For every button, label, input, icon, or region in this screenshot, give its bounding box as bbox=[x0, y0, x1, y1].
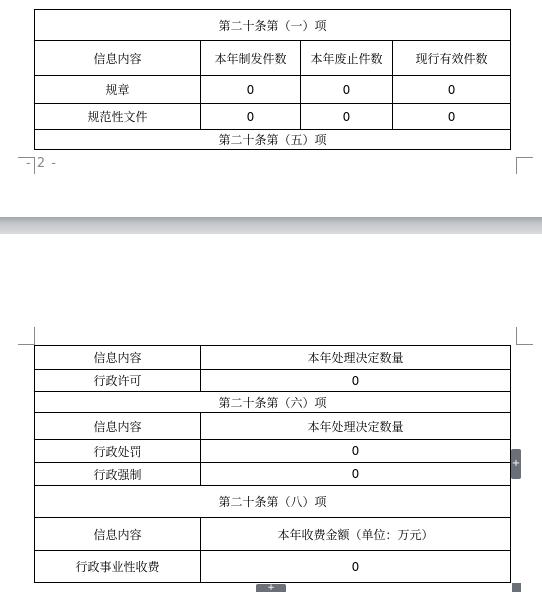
row-label: 行政许可 bbox=[35, 370, 201, 392]
table-row bbox=[35, 463, 511, 486]
section-title-6: 第二十条第（六）项 bbox=[35, 392, 511, 413]
row-value: 0 bbox=[201, 463, 511, 486]
row-value: 0 bbox=[201, 76, 301, 104]
disclosure-table-2 bbox=[34, 345, 511, 583]
margin-corner-marker bbox=[34, 327, 35, 344]
row-value: 0 bbox=[201, 440, 511, 463]
header-decision-count: 本年处理决定数量 bbox=[201, 413, 511, 440]
margin-corner-marker bbox=[516, 327, 517, 344]
margin-corner-marker bbox=[516, 344, 533, 345]
table-row bbox=[35, 104, 511, 130]
table-row bbox=[35, 76, 511, 104]
margin-corner-marker bbox=[516, 157, 533, 158]
table-row bbox=[35, 551, 511, 583]
page-separator bbox=[0, 217, 542, 234]
row-value: 0 bbox=[201, 551, 511, 583]
section-title-5: 第二十条第（五）项 bbox=[35, 130, 511, 150]
header-info-content: 信息内容 bbox=[35, 413, 201, 440]
section-title-8: 第二十条第（八）项 bbox=[35, 486, 511, 518]
header-info-content: 信息内容 bbox=[35, 518, 201, 551]
row-label: 行政事业性收费 bbox=[35, 551, 201, 583]
margin-corner-marker bbox=[516, 157, 517, 174]
row-value: 0 bbox=[301, 104, 393, 130]
table-resize-handle[interactable] bbox=[512, 583, 521, 592]
header-repealed-count: 本年废止件数 bbox=[301, 41, 393, 76]
header-info-content: 信息内容 bbox=[35, 346, 201, 370]
section-title-1: 第二十条第（一）项 bbox=[35, 10, 511, 41]
page-number: - 2 - bbox=[26, 156, 57, 171]
table-row bbox=[35, 370, 511, 392]
row-value: 0 bbox=[301, 76, 393, 104]
add-row-icon[interactable]: + bbox=[256, 584, 286, 592]
row-label: 规范性文件 bbox=[35, 104, 201, 130]
row-value: 0 bbox=[393, 76, 511, 104]
row-label: 行政强制 bbox=[35, 463, 201, 486]
row-label: 行政处罚 bbox=[35, 440, 201, 463]
table-row bbox=[35, 440, 511, 463]
row-value: 0 bbox=[393, 104, 511, 130]
disclosure-table-1 bbox=[34, 9, 511, 150]
row-value: 0 bbox=[201, 104, 301, 130]
expand-icon[interactable]: + bbox=[511, 449, 521, 479]
header-valid-count: 现行有效件数 bbox=[393, 41, 511, 76]
header-fee-amount: 本年收费金额（单位：万元） bbox=[201, 518, 511, 551]
row-label: 规章 bbox=[35, 76, 201, 104]
header-info-content: 信息内容 bbox=[35, 41, 201, 76]
header-decision-count: 本年处理决定数量 bbox=[201, 346, 511, 370]
row-value: 0 bbox=[201, 370, 511, 392]
header-issued-count: 本年制发件数 bbox=[201, 41, 301, 76]
margin-corner-marker bbox=[18, 344, 35, 345]
